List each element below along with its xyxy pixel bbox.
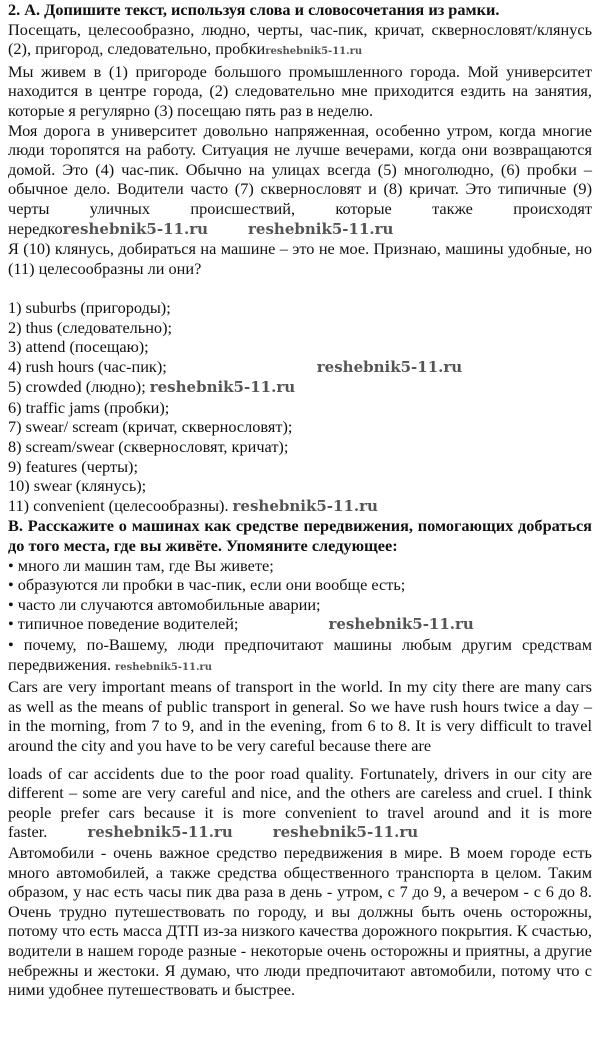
word-box-text: Посещать, целесообразно, людно, черты, час-пик, кричат, сквернословят/клянусь (2), пригород, следовательно, пробки [8,19,592,59]
bullet-item [8,614,592,635]
watermark: reshebnik5-11.ru [149,378,296,397]
answer-item [8,318,592,338]
watermark: reshebnik5-11.ru [265,46,363,58]
answer-item-text: 7) swear/ scream (кричат, сквернословят); [8,417,293,437]
answer-item-text: 10) swear (клянусь); [8,476,147,496]
answer-item [8,337,592,357]
answer-item-text: 6) traffic jams (пробки); [8,397,170,417]
russian-translation: Автомобили - очень важное средство передвижения в мире. В моем городе есть много автомобилей, а также средства общественного транспорта в целом. Таким образом, у нас есть часы пик два раза в день - утром, с 7 до 9, а вечером - с 6 до 8. Очень трудно путешествовать по городу, и вы должны быть очень осторожны, потому что есть масса ДТП из-за низкого качества дорожного покрытия. К счастью, водители в нашем городе разные - некоторые очень осторожны и приятны, а другие небрежны и жестоки. Я думаю, что люди предпочитают автомобили, потому что с ними удобнее путешествовать и быстрее. [8,842,592,1000]
section-b-title: В. Расскажите о машинах как средстве передвижения, помогающих добраться до того места, где вы живёте. Упомяните следующее: [8,516,592,556]
bullet-list [8,556,592,678]
answer-list [8,298,592,517]
bullet-item [8,575,592,595]
watermark: reshebnik5-11.ru [272,823,419,842]
paragraph-3: Я (10) клянусь, добираться на машине – это не мое. Признаю, машины удобные, но (11) целесообразны ли они? [8,239,592,278]
answer-item-text: 2) thus (следовательно); [8,317,173,337]
answer-item-text: 11) convenient (целесообразны). [8,495,229,515]
watermark: reshebnik5-11.ru [248,219,394,238]
answer-item [8,417,592,437]
watermark: reshebnik5-11.ru [328,615,474,634]
answer-item-text: 5) crowded (людно); [8,377,146,397]
answer-item-text: 9) features (черты); [8,456,138,476]
bullet-item-text: • образуются ли пробки в час-пик, если они вообще есть; [8,575,406,595]
section-a-title: 2. А. Допишите текст, используя слова и словосочетания из рамки. [8,0,500,19]
watermark: reshebnik5-11.ru [115,661,212,673]
answer-item [8,357,592,378]
answer-item-text: 1) suburbs (пригороды); [8,297,171,317]
answer-item [8,298,592,318]
bullet-item [8,595,592,615]
english-answer-2-text: loads of car accidents due to the poor road quality. Fortunately, drivers in our city are different – some are very careful and nice, and the others are careless and cruel. I think people prefer cars because it is more convenient to travel around and it is more faster. [8,763,592,842]
bullet-item-text: • часто ли случаются автомобильные аварии; [8,594,321,614]
answer-item [8,437,592,457]
answer-item-text: 3) attend (посещаю); [8,337,149,357]
watermark: reshebnik5-11.ru [316,357,463,376]
bullet-item [8,556,592,576]
bullet-item-text: • почему, по-Вашему, люди предпочитают машины любым другим средствам передвижения. [8,635,592,674]
paragraph-2-text: Моя дорога в университет довольно напряженная, особенно утром, когда многие люди торопятся на работу. Ситуация не лучше вечерами, когда они возвращаются домой. Это (4) час-пик. Обычно на улицах всегда (5) многолюдно, (6) пробки – обычное дело. Водители часто (7) сквернословят и (8) кричат. Это типичные (9) черты уличных происшествий, которые также происходят нередко [8,120,592,238]
answer-item [8,377,592,398]
answer-item [8,457,592,477]
answer-item [8,476,592,496]
paragraph-2 [8,121,592,240]
watermark: reshebnik5-11.ru [62,219,209,238]
bullet-item-text: • типичное поведение водителей; [8,614,239,634]
paragraph-1: Мы живем в (1) пригороде большого промышленного города. Мой университет находится в центре города, (2) следовательно мне приходится ездить на занятия, которые я регулярно (3) посещаю пять раз в неделю. [8,61,592,120]
answer-item [8,496,592,517]
english-answer-2 [8,764,592,843]
answer-item [8,398,592,418]
watermark: reshebnik5-11.ru [87,823,233,842]
watermark: reshebnik5-11.ru [232,496,378,515]
word-box [8,20,592,62]
bullet-item [8,635,592,677]
answer-item-text: 8) scream/swear (сквернословят, кричат); [8,437,289,457]
answer-item-text: 4) rush hours (час-пик); [8,356,167,376]
english-answer-1: Cars are very important means of transport in the world. In my city there are many cars as well as the means of public transport in general. So we have rush hours twice a day – in the morning, from 7 to 9, and in the evening, from 6 to 8. It is very difficult to travel around the city and you have to be very careful because there are [8,677,592,755]
bullet-item-text: • много ли машин там, где Вы живете; [8,555,274,575]
